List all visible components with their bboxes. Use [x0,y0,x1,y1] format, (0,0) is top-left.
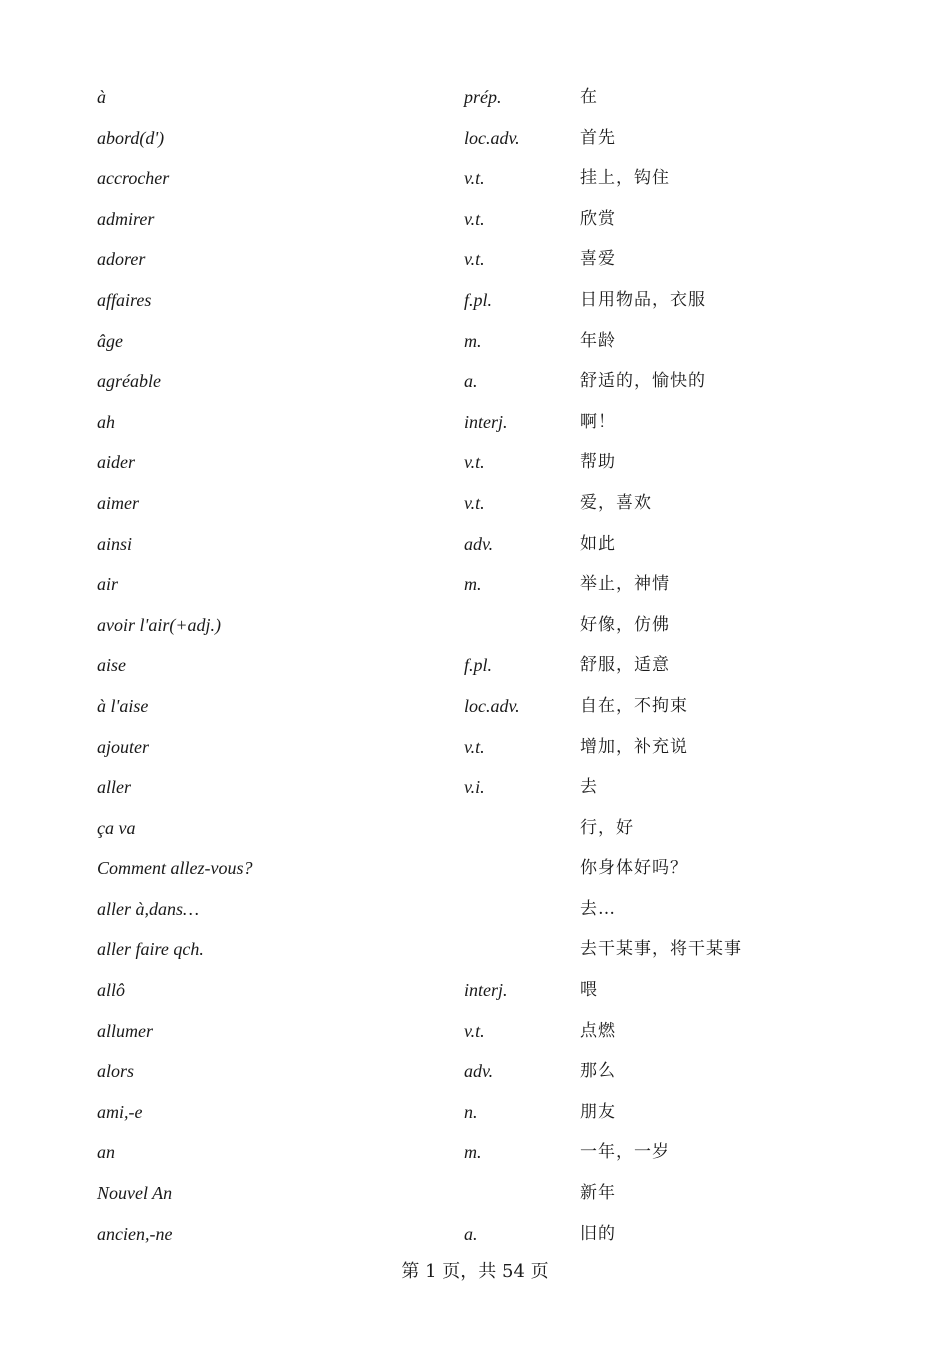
entry-meaning: 你身体好吗？ [580,858,688,879]
entry-word: agréable [97,371,161,392]
entry-meaning: 那么 [580,1061,616,1082]
entry-part-of-speech: m. [464,330,482,351]
vocab-entry [97,245,857,286]
entry-part-of-speech: v.t. [464,452,485,473]
entry-word: abord(d') [97,127,165,148]
entry-word: an [97,1142,115,1163]
entry-part-of-speech: v.t. [464,208,485,229]
page-number-label: 第 1 页，共 54 页 [401,1261,549,1282]
entry-word: ajouter [97,736,149,757]
vocab-entry [97,570,857,611]
vocab-entry [97,976,857,1017]
entry-word: accrocher [97,168,170,189]
entry-part-of-speech: f.pl. [464,655,493,676]
entry-meaning: 好像，仿佛 [580,614,670,635]
entry-meaning: 年龄 [580,330,616,351]
entry-part-of-speech: m. [464,1142,482,1163]
page-footer [0,1258,950,1286]
entry-meaning: 一年，一岁 [580,1142,670,1163]
entry-meaning: 举止，神情 [580,574,670,595]
entry-part-of-speech: adv. [464,1061,494,1082]
vocab-entry [97,895,857,936]
entry-word: allumer [97,1020,153,1041]
entry-meaning: 欣赏 [580,208,616,229]
vocab-entry [97,1179,857,1220]
vocab-entry [97,83,857,124]
vocab-entry [97,367,857,408]
entry-meaning: 首先 [580,127,616,148]
entry-part-of-speech: loc.adv. [464,127,520,148]
vocab-entry [97,164,857,205]
entry-meaning: 新年 [580,1183,616,1204]
entry-word: allô [97,980,126,1001]
entry-meaning: 日用物品，衣服 [580,289,706,310]
entry-meaning: 去 [580,777,598,798]
vocab-entry [97,814,857,855]
vocab-entry [97,773,857,814]
entry-meaning: 如此 [580,533,616,554]
vocab-entry [97,692,857,733]
entry-meaning: 挂上，钩住 [580,168,670,189]
entry-part-of-speech: v.t. [464,168,485,189]
entry-part-of-speech: v.t. [464,1020,485,1041]
entry-meaning: 旧的 [580,1223,616,1244]
entry-meaning: 点燃 [580,1020,616,1041]
entry-meaning: 行，好 [580,817,634,838]
entry-word: aider [97,452,135,473]
entry-part-of-speech: loc.adv. [464,695,520,716]
entry-meaning: 帮助 [580,452,616,473]
entry-word: alors [97,1061,135,1082]
entry-meaning: 在 [580,87,598,107]
vocab-entry [97,1017,857,1058]
vocab-entry [97,286,857,327]
entry-word: aller faire qch. [97,939,204,960]
entry-meaning: 去… [580,898,616,919]
vocab-entry [97,530,857,571]
vocab-entry [97,854,857,895]
vocab-entry [97,733,857,774]
vocab-entry [97,448,857,489]
entry-word: affaires [97,289,152,310]
entry-meaning: 舒适的，愉快的 [580,371,706,392]
entry-part-of-speech: v.i. [464,777,485,798]
entry-word: ainsi [97,533,133,554]
vocab-entry [97,651,857,692]
entry-meaning: 爱，喜欢 [580,492,652,513]
vocab-entry [97,489,857,530]
vocabulary-list [97,83,857,1260]
entry-meaning: 朋友 [580,1101,616,1122]
entry-part-of-speech: v.t. [464,249,485,270]
entry-word: ça va [97,817,136,838]
entry-part-of-speech: a. [464,371,478,392]
entry-word: adorer [97,249,146,270]
entry-part-of-speech: prép. [464,87,502,107]
entry-word: aimer [97,492,139,513]
vocab-entry [97,408,857,449]
entry-part-of-speech: m. [464,574,482,595]
entry-word: aise [97,655,126,676]
entry-word: ah [97,411,115,432]
vocab-entry [97,124,857,165]
vocab-entry [97,1057,857,1098]
entry-part-of-speech: v.t. [464,492,485,513]
entry-meaning: 啊！ [580,411,616,432]
entry-meaning: 增加，补充说 [580,736,688,757]
entry-word: ami,-e [97,1101,143,1122]
entry-word: Comment allez-vous? [97,858,253,879]
entry-word: ancien,-ne [97,1223,173,1244]
vocab-entry [97,611,857,652]
entry-part-of-speech: v.t. [464,736,485,757]
vocab-entry [97,1138,857,1179]
entry-word: Nouvel An [97,1183,173,1204]
entry-meaning: 自在，不拘束 [580,695,688,716]
entry-part-of-speech: interj. [464,411,508,432]
entry-word: admirer [97,208,155,229]
vocab-entry [97,327,857,368]
entry-meaning: 喂 [580,980,598,1001]
entry-meaning: 喜爱 [580,249,616,270]
vocab-entry [97,205,857,246]
entry-meaning: 舒服，适意 [580,655,670,676]
entry-word: aller [97,777,131,798]
entry-part-of-speech: a. [464,1223,478,1244]
entry-word: à [97,87,106,107]
entry-part-of-speech: n. [464,1101,478,1122]
entry-part-of-speech: f.pl. [464,289,493,310]
entry-word: à l'aise [97,695,149,716]
entry-word: avoir l'air(+adj.) [97,614,221,635]
entry-meaning: 去干某事，将干某事 [580,939,742,960]
vocab-entry [97,935,857,976]
entry-part-of-speech: interj. [464,980,508,1001]
entry-word: aller à,dans… [97,898,200,919]
entry-word: âge [97,330,123,351]
vocab-entry [97,1220,857,1261]
entry-word: air [97,574,119,595]
entry-part-of-speech: adv. [464,533,494,554]
vocab-entry [97,1098,857,1139]
